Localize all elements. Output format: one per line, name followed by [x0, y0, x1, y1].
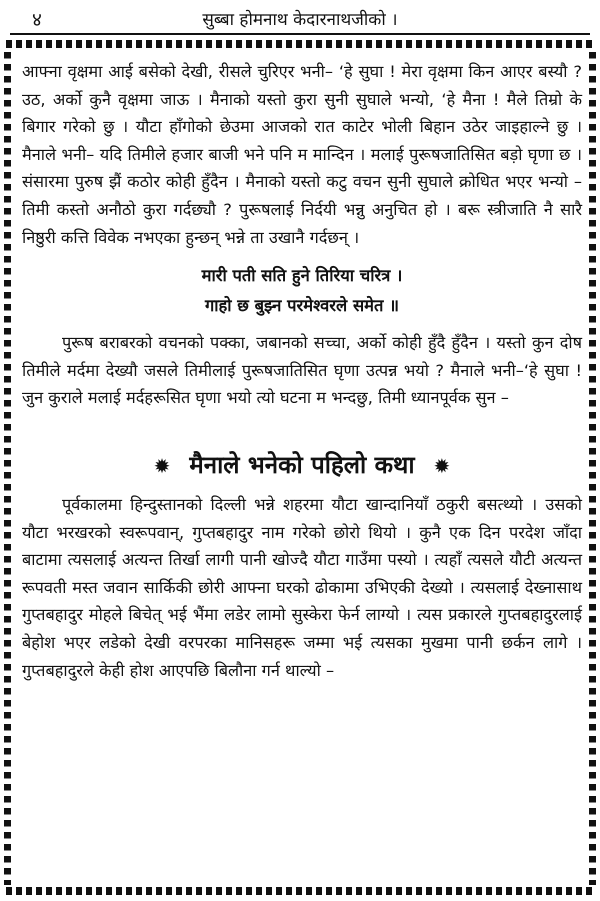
- verse-line: मारी पती सति हुने तिरिया चरित्र ।: [201, 266, 403, 286]
- body-paragraph: पूर्वकालमा हिन्दुस्तानको दिल्ली भन्ने शहरमा यौटा खान्दानियाँ ठकुरी बसत्थ्यो । उसको यौटा भरखरको स्वरूपवान्, गुप्तबहादुर नाम गरेको छोरो थियो । कुनै एक दिन परदेश जाँदा बाटामा त्यसलाई अत्यन्त तिर्खा लागी पानी खोज्दै यौटा गाउँमा पस्यो । त्यहाँ त्यसले यौटी अत्यन्त रूपवती मस्त जवान सार्किकी छोरी आफ्ना घरको ढोकामा उभिएकी देख्यो । त्यसलाई देख्नासाथ गुप्तबहादुर मोहले बिचेत् भई भैंमा लडेर लामो सुस्केरा फेर्न लाग्यो । त्यस प्रकारले गुप्तबहादुरलाई बेहोश भएर लडेको देखी वरपरका मानिसहरू जम्मा भई त्यसका मुखमा पानी छर्कन लागे । गुप्तबहादुरले केही होश आएपछि बिलौना गर्न थाल्यो –: [22, 494, 582, 680]
- header-rule: [10, 33, 590, 35]
- story-title: मैनाले भनेको पहिलो कथा: [189, 450, 415, 479]
- decorative-border-bottom: [6, 887, 594, 895]
- running-title: सुब्बा होमनाथ केदारनाथजीको ।: [202, 10, 398, 30]
- decorative-border-top: [6, 40, 594, 48]
- verse-line: गाहो छ बुझ्न परमेश्वरले समेत ॥: [204, 296, 400, 316]
- star-ornament-icon: ✹: [153, 453, 171, 478]
- story-heading: [22, 448, 582, 483]
- verse-couplet: [22, 261, 582, 321]
- decorative-border-left: [4, 52, 11, 885]
- decorative-border-right: [589, 52, 596, 885]
- page-content: [22, 58, 582, 684]
- body-paragraph: आफ्ना वृक्षमा आई बसेको देखी, रीसले चुरिएर भनी– ‘हे सुघा ! मेरा वृक्षमा किन आएर बस्यौ ? उठ, अर्को कुनै वृक्षमा जाऊ । मैनाको यस्तो कुरा सुनी सुघाले भन्यो, ‘हे मैना ! मैले तिम्रो के बिगार गरेको छु । यौटा हाँगोको छेउमा आजको रात काटेर भोली बिहान उठेर जाइहाल्ने छु । मैनाले भनी– यदि तिमीले हजार बाजी भने पनि म मान्दिन । मलाई पुरूषजातिसित बड़ो घृणा छ । संसारमा पुरुष झैं कठोर कोही हुँदैन । मैनाको यस्तो कटु वचन सुनी सुघाले क्रोधित भएर भन्यो – तिमी कस्तो अनौठो कुरा गर्दछ्यौ ? पुरूषलाई निर्दयी भन्नु अनुचित हो । बरू स्त्रीजाति नै सारै निष्ठुरी कत्ति विवेक नभएका हुन्छन् भन्ने ता उखानै गर्दछन् ।: [22, 62, 582, 247]
- page-header: [0, 0, 600, 36]
- star-ornament-icon: ✹: [433, 453, 451, 478]
- page-number: ४: [32, 9, 42, 31]
- body-paragraph: पुरूष बराबरको वचनको पक्का, जबानको सच्चा, अर्को कोही हुँदै हुँदैन । यस्तो कुन दोष तिमीले मर्दमा देख्यौ जसले तिमीलाई पुरूषजातिसित घृणा उत्पन्न भयो ? मैनाले भनी–‘हे सुघा ! जुन कुराले मलाई मर्दहरूसित घृणा भयो त्यो घटना म भन्दछु, तिमी ध्यानपूर्वक सुन –: [22, 333, 582, 408]
